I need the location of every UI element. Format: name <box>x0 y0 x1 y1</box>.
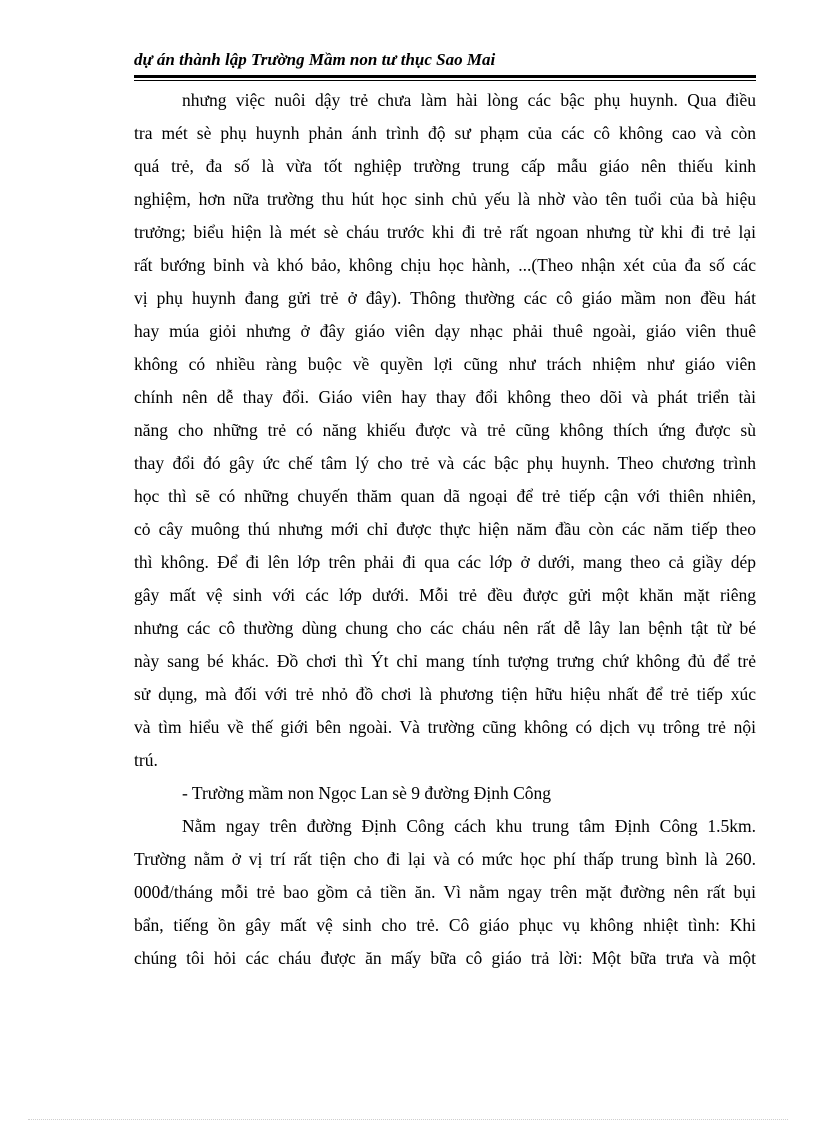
text-line: trú. <box>134 750 158 770</box>
text-line: Trường nằm ở vị trí rất tiện cho đi lại và có mức học phí thấp trung bình là 260. <box>134 849 756 869</box>
text-line: quá trẻ, đa số là vừa tốt nghiệp trường trung cấp mẫu giáo nên thiếu kinh <box>134 156 756 176</box>
text-line: Nằm ngay trên đường Định Công cách khu trung tâm Định Công 1.5km. <box>182 816 756 836</box>
document-body <box>134 84 756 975</box>
text-line: bẩn, tiếng ồn gây mất vệ sinh cho trẻ. Cô giáo phục vụ không nhiệt tình: Khi <box>134 915 756 935</box>
text-line: trưởng; biểu hiện là mét sè cháu trước khi đi trẻ rất ngoan nhưng từ khi đi trẻ lại <box>134 222 756 242</box>
text-line: chúng tôi hỏi các cháu được ăn mấy bữa cô giáo trả lời: Một bữa trưa và một <box>134 948 756 968</box>
text-line: thay đổi đó gây ức chế tâm lý cho trẻ và các bậc phụ huynh. Theo chương trình <box>134 453 756 473</box>
text-line: này sang bé khác. Đồ chơi thì Ýt chỉ mang tính tượng trưng chứ không đủ để trẻ <box>134 651 756 671</box>
text-line: thì không. Để đi lên lớp trên phải đi qua các lớp ở dưới, mang theo cả giầy dép <box>134 552 756 572</box>
text-line: chính nên dễ thay đổi. Giáo viên hay thay đổi không theo dõi và phát triển tài <box>134 387 756 407</box>
text-line: nghiệm, hơn nữa trường thu hút học sinh chủ yếu là nhờ vào tên tuổi của bà hiệu <box>134 189 756 209</box>
text-line: và tìm hiểu về thế giới bên ngoài. Và trường cũng không có dịch vụ trông trẻ nội <box>134 717 756 737</box>
document-header-title: dự án thành lập Trường Mầm non tư thục Sao Mai <box>134 50 496 69</box>
text-line: nhưng việc nuôi dậy trẻ chưa làm hài lòng các bậc phụ huynh. Qua điều <box>182 90 756 110</box>
text-line: nhưng các cô thường dùng chung cho các cháu nên rất dễ lây lan bệnh tật từ bé <box>134 618 756 638</box>
text-line: sử dụng, mà đối với trẻ nhỏ đồ chơi là phương tiện hữu hiệu nhất để trẻ tiếp xúc <box>134 684 756 704</box>
text-line: không có nhiều ràng buộc về quyền lợi cũng như trách nhiệm như giáo viên <box>134 354 756 374</box>
text-line: rất bướng bỉnh và khó bảo, không chịu học hành, ...(Theo nhận xét của đa số các <box>134 255 756 275</box>
text-line: hay múa giỏi nhưng ở đây giáo viên dạy nhạc phải thuê ngoài, giáo viên thuê <box>134 321 756 341</box>
text-line: tra mét sè phụ huynh phản ánh trình độ sư phạm của các cô không cao và còn <box>134 123 756 143</box>
text-line: năng cho những trẻ có năng khiếu được và trẻ cũng không thích ứng được sù <box>134 420 756 440</box>
header-rule-thin <box>134 80 756 81</box>
text-line: gây mất vệ sinh với các lớp dưới. Mỗi trẻ đều được gửi một khăn mặt riêng <box>134 585 756 605</box>
text-line: 000đ/tháng mỗi trẻ bao gồm cả tiền ăn. Vì nằm ngay trên mặt đường nên rất bụi <box>134 882 756 902</box>
section-heading: - Trường mầm non Ngọc Lan sè 9 đường Định Công <box>182 783 551 803</box>
header-rule-thick <box>134 75 756 78</box>
page-bottom-dotted-border <box>28 1119 788 1120</box>
text-line: vị phụ huynh đang gửi trẻ ở đây). Thông thường các cô giáo mầm non đều hát <box>134 288 756 308</box>
text-line: cỏ cây muông thú nhưng mới chỉ được thực hiện năm đầu còn các năm tiếp theo <box>134 519 756 539</box>
text-line: học thì sẽ có những chuyến thăm quan dã ngoại để trẻ tiếp cận với thiên nhiên, <box>134 486 756 506</box>
